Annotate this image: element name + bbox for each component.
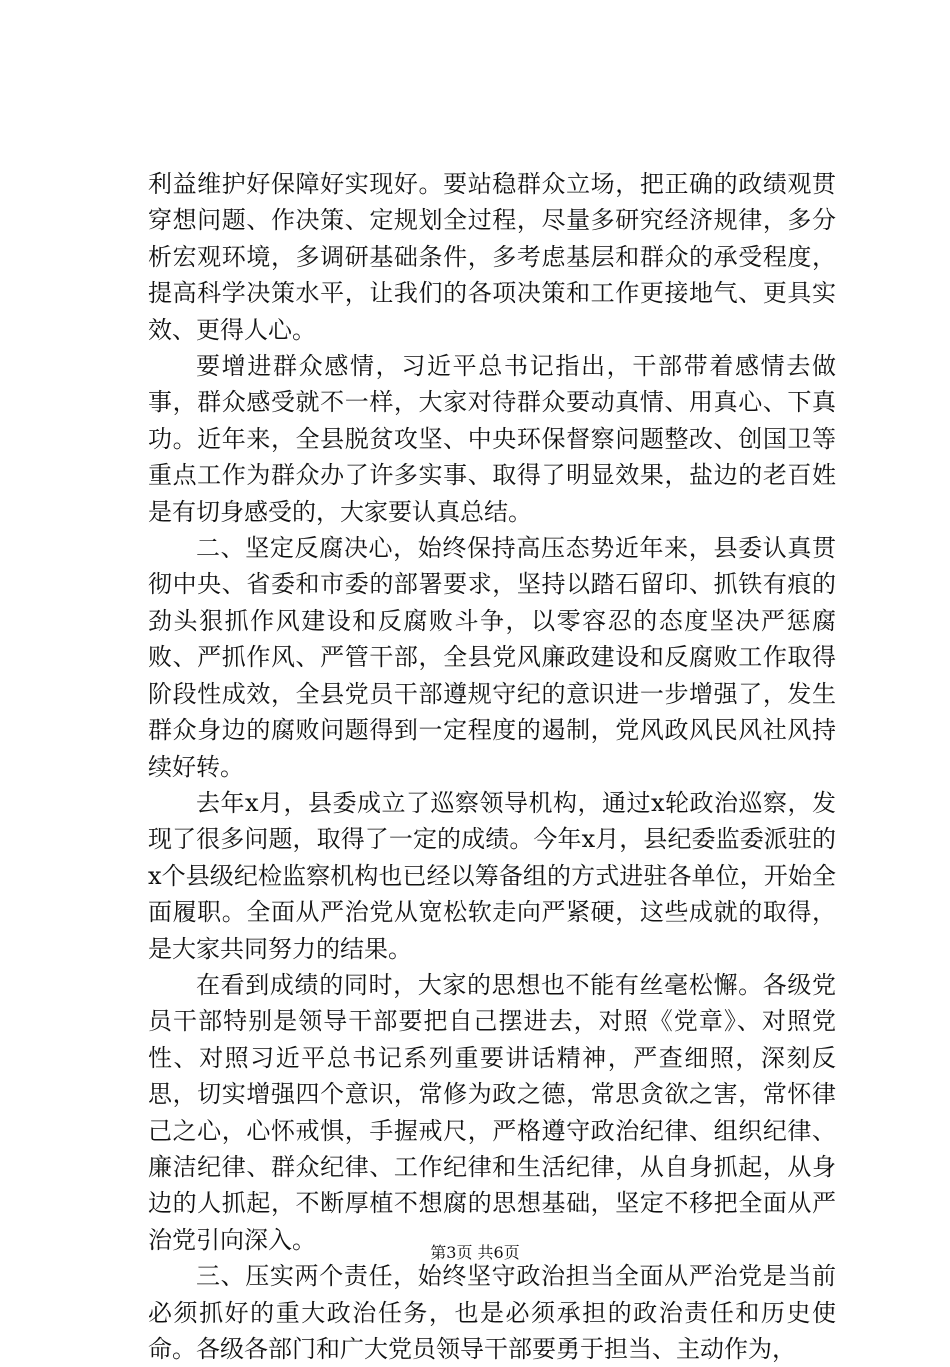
paragraph-section-heading: 二、坚定反腐决心，始终保持高压态势近年来，县委认真贯彻中央、省委和市委的部署要求，坚持以踏石留印、抓铁有痕的劲头狠抓作风建设和反腐败斗争，以零容忍的态度坚决严惩腐败、严抓作风、严管干部，全县党风廉政建设和反腐败工作取得阶段性成效，全县党员干部遵规守纪的意识进一步增强了，发生群众身边的腐败问题得到一定程度的遏制，党风政风民风社风持续好转。 <box>148 534 836 781</box>
paragraph: 要增进群众感情，习近平总书记指出，干部带着感情去做事，群众感受就不一样，大家对待群众要动真情、用真心、下真功。近年来，全县脱贫攻坚、中央环保督察问题整改、创国卫等重点工作为群众办了许多实事、取得了明显效果，盐边的老百姓是有切身感受的，大家要认真总结。 <box>148 352 836 526</box>
paragraph: 在看到成绩的同时，大家的思想也不能有丝毫松懈。各级党员干部特别是领导干部要把自己摆进去，对照《党章》、对照党性、对照习近平总书记系列重要讲话精神，严查细照，深刻反思，切实增强四个意识，常修为政之德，常思贪欲之害，常怀律己之心，心怀戒惧，手握戒尺，严格遵守政治纪律、组织纪律、廉洁纪律、群众纪律、工作纪律和生活纪律，从自身抓起，从身边的人抓起，不断厚植不想腐的思想基础，坚定不移把全面从严治党引向深入。 <box>148 970 836 1254</box>
paragraph: 去年x月，县委成立了巡察领导机构，通过x轮政治巡察，发现了很多问题，取得了一定的成绩。今年x月，县纪委监委派驻的x个县级纪检监察机构也已经以筹备组的方式进驻各单位，开始全面履职。全面从严治党从宽松软走向严紧硬，这些成就的取得，是大家共同努力的结果。 <box>148 788 836 963</box>
paragraph-continuation: 利益维护好保障好实现好。要站稳群众立场，把正确的政绩观贯穿想问题、作决策、定规划全过程，尽量多研究经济规律，多分析宏观环境，多调研基础条件，多考虑基层和群众的承受程度，提高科学决策水平，让我们的各项决策和工作更接地气、更具实效、更得人心。 <box>148 170 836 344</box>
document-body <box>148 166 836 1367</box>
page-number-footer: 第3页 共6页 <box>430 1243 520 1262</box>
paragraph-section-heading: 三、压实两个责任，始终坚守政治担当全面从严治党是当前必须抓好的重大政治任务，也是必须承担的政治责任和历史使命。各级各部门和广大党员领导干部要勇于担当、主动作为， <box>148 1262 836 1363</box>
